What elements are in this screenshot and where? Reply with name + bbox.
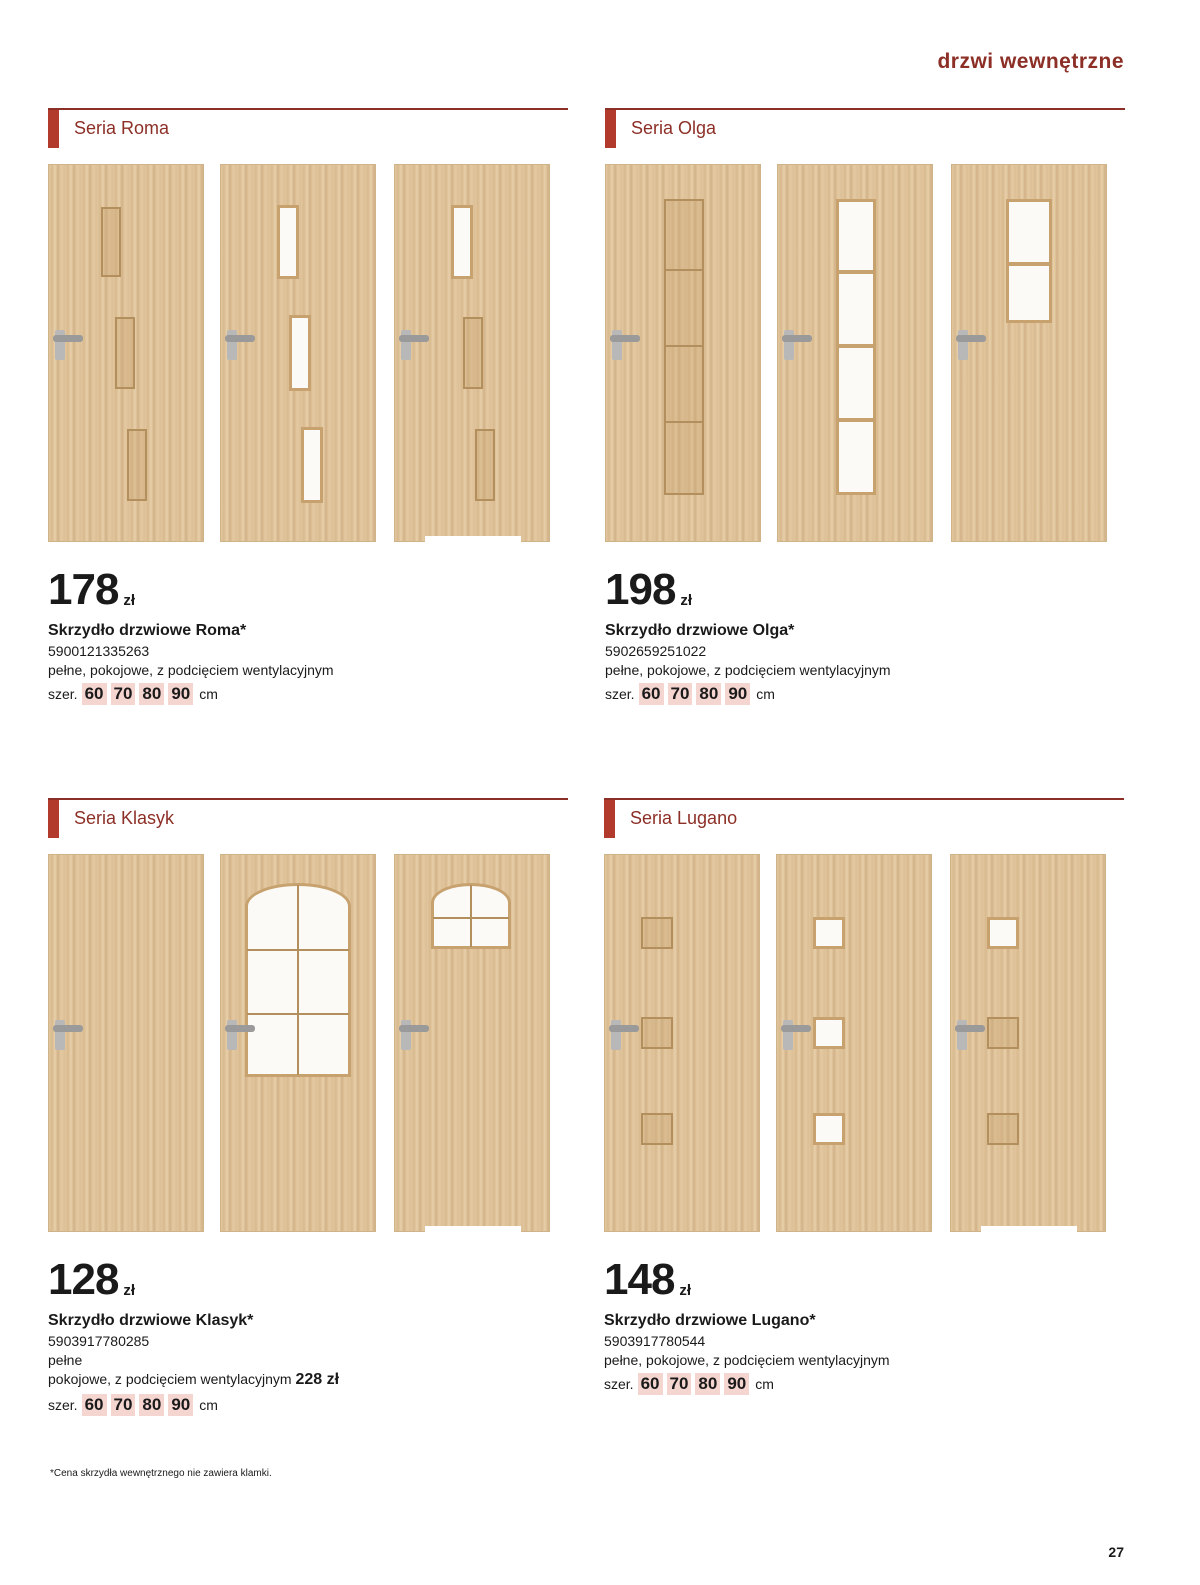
door-image	[950, 854, 1106, 1232]
price	[604, 1255, 1124, 1304]
product-ean: 5902659251022	[605, 643, 707, 659]
sizes-unit: cm	[199, 1397, 218, 1413]
price-currency: zł	[680, 592, 693, 609]
product-description: pełne, pokojowe, z podcięciem wentylacyjnym	[605, 662, 891, 678]
door-image	[777, 164, 933, 542]
sizes-unit: cm	[755, 1376, 774, 1392]
sizes-unit: cm	[199, 686, 218, 702]
product-description: pełne, pokojowe, z podcięciem wentylacyjnym	[48, 662, 334, 678]
product-description-variant	[48, 1371, 568, 1389]
door-handle-icon	[225, 335, 255, 342]
price	[605, 565, 1125, 614]
door-handle-icon	[399, 1025, 429, 1032]
size-chip: 80	[139, 1394, 164, 1416]
size-list	[48, 1394, 568, 1416]
size-list	[605, 683, 1125, 705]
door-image	[604, 854, 760, 1232]
ventilation-undercut	[981, 1226, 1077, 1232]
door-handle-icon	[610, 335, 640, 342]
series-accent-bar	[48, 110, 59, 148]
size-chip: 90	[168, 683, 193, 705]
size-chip: 90	[725, 683, 750, 705]
size-chip: 70	[668, 683, 693, 705]
sizes-prefix: szer.	[604, 1376, 634, 1392]
size-chip: 70	[111, 1394, 136, 1416]
door-images	[604, 854, 1124, 1234]
price-currency: zł	[123, 1282, 136, 1299]
product-olga	[605, 108, 1125, 705]
size-list	[604, 1373, 1124, 1395]
variant-price: 228 zł	[295, 1371, 340, 1388]
size-chip: 90	[724, 1373, 749, 1395]
category-title: drzwi wewnętrzne	[937, 50, 1124, 73]
door-handle-icon	[956, 335, 986, 342]
door-handle-icon	[609, 1025, 639, 1032]
door-image	[220, 164, 376, 542]
door-image	[48, 164, 204, 542]
series-accent-bar	[604, 800, 615, 838]
ventilation-undercut	[425, 1226, 521, 1232]
size-chip: 90	[168, 1394, 193, 1416]
door-images	[605, 164, 1125, 544]
product-roma	[48, 108, 568, 705]
price-currency: zł	[123, 592, 136, 609]
price-value: 148	[604, 1255, 675, 1304]
series-header	[604, 798, 1124, 838]
price-value: 198	[605, 565, 676, 614]
series-header	[605, 108, 1125, 148]
size-chip: 80	[139, 683, 164, 705]
door-image	[394, 164, 550, 542]
series-title: Seria Lugano	[630, 808, 738, 828]
size-chip: 60	[639, 683, 664, 705]
product-name: Skrzydło drzwiowe Klasyk*	[48, 1312, 254, 1329]
product-description: pełne	[48, 1352, 83, 1368]
door-image	[776, 854, 932, 1232]
ventilation-undercut	[425, 536, 521, 542]
product-lugano	[604, 798, 1124, 1395]
price	[48, 1255, 568, 1304]
door-handle-icon	[782, 335, 812, 342]
price-value: 128	[48, 1255, 119, 1304]
sizes-prefix: szer.	[48, 1397, 78, 1413]
door-images	[48, 164, 568, 544]
product-name: Skrzydło drzwiowe Lugano*	[604, 1312, 816, 1329]
size-chip: 70	[667, 1373, 692, 1395]
footnote: *Cena skrzydła wewnętrznego nie zawiera klamki.	[50, 1468, 272, 1479]
series-accent-bar	[48, 800, 59, 838]
door-handle-icon	[399, 335, 429, 342]
product-ean: 5903917780544	[604, 1333, 706, 1349]
door-handle-icon	[955, 1025, 985, 1032]
product-ean: 5903917780285	[48, 1333, 150, 1349]
size-chip: 80	[696, 683, 721, 705]
product-name: Skrzydło drzwiowe Roma*	[48, 622, 247, 639]
size-list	[48, 683, 568, 705]
sizes-unit: cm	[756, 686, 775, 702]
series-title: Seria Klasyk	[74, 808, 175, 828]
door-image	[605, 164, 761, 542]
product-ean: 5900121335263	[48, 643, 150, 659]
variant-description: pokojowe, z podcięciem wentylacyjnym	[48, 1371, 292, 1387]
door-handle-icon	[53, 335, 83, 342]
product-name: Skrzydło drzwiowe Olga*	[605, 622, 795, 639]
door-image	[220, 854, 376, 1232]
door-image	[394, 854, 550, 1232]
product-description: pełne, pokojowe, z podcięciem wentylacyjnym	[604, 1352, 890, 1368]
product-klasyk	[48, 798, 568, 1416]
door-handle-icon	[225, 1025, 255, 1032]
size-chip: 80	[695, 1373, 720, 1395]
door-handle-icon	[781, 1025, 811, 1032]
series-title: Seria Olga	[631, 118, 717, 138]
sizes-prefix: szer.	[48, 686, 78, 702]
size-chip: 70	[111, 683, 136, 705]
price-currency: zł	[679, 1282, 692, 1299]
series-header	[48, 798, 568, 838]
door-images	[48, 854, 568, 1234]
series-header	[48, 108, 568, 148]
series-accent-bar	[605, 110, 616, 148]
page-number: 27	[1108, 1544, 1124, 1560]
door-image	[951, 164, 1107, 542]
door-image	[48, 854, 204, 1232]
price-value: 178	[48, 565, 119, 614]
door-handle-icon	[53, 1025, 83, 1032]
price	[48, 565, 568, 614]
size-chip: 60	[82, 683, 107, 705]
sizes-prefix: szer.	[605, 686, 635, 702]
size-chip: 60	[82, 1394, 107, 1416]
series-title: Seria Roma	[74, 118, 170, 138]
size-chip: 60	[638, 1373, 663, 1395]
